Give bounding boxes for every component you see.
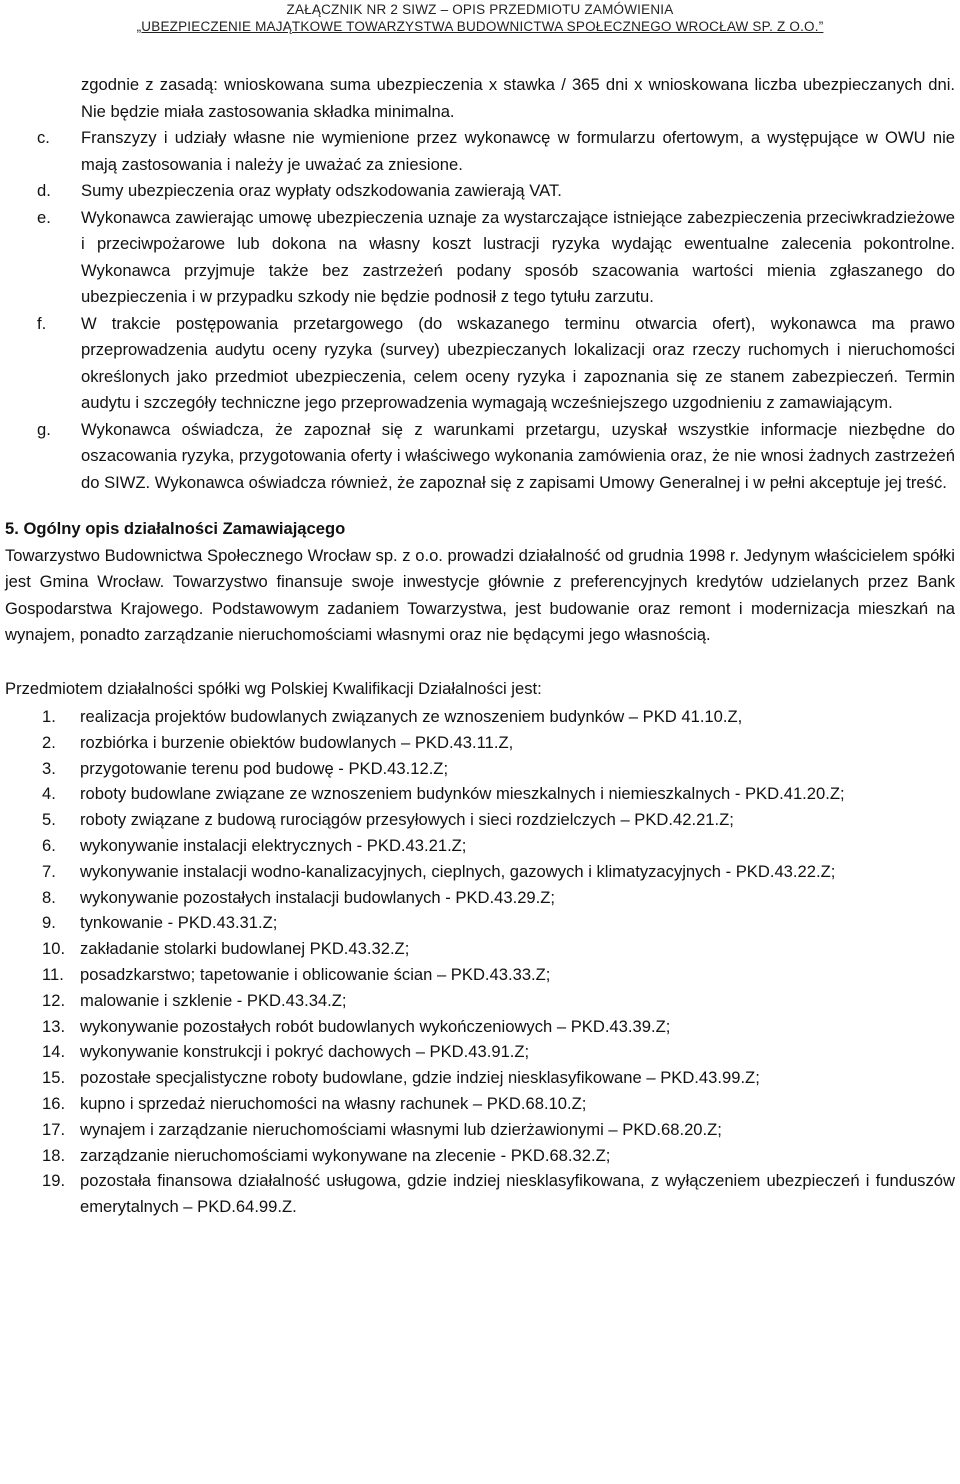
item-label: g. xyxy=(37,419,51,439)
list-text: rozbiórka i burzenie obiektów budowlanych – PKD.43.11.Z, xyxy=(80,732,514,752)
list-item xyxy=(5,885,955,911)
page-header xyxy=(0,0,960,35)
list-item xyxy=(5,781,955,807)
list-text: posadzkarstwo; tapetowanie i oblicowanie ścian – PKD.43.33.Z; xyxy=(80,964,551,984)
item-label: c. xyxy=(37,128,50,147)
list-item xyxy=(5,704,955,730)
item-text: Franszyzy i udziały własne nie wymienione przez wykonawcę w formularzu ofertowym, a występujące w OWU nie mają zastosowania i należy je uważać za zniesione. xyxy=(81,128,955,174)
list-item xyxy=(5,1065,955,1091)
list-item xyxy=(5,1014,955,1040)
list-number: 7. xyxy=(42,861,56,881)
list-text: wykonywanie instalacji elektrycznych - PKD.43.21.Z; xyxy=(80,835,467,855)
list-text: wykonywanie pozostałych instalacji budowlanych - PKD.43.29.Z; xyxy=(80,887,556,907)
list-number: 13. xyxy=(42,1016,66,1036)
list-text: pozostała finansowa działalność usługowa, gdzie indziej niesklasyfikowana, z wyłączeniem ubezpieczeń i funduszów emerytalnych – PKD.64.99.Z. xyxy=(80,1171,955,1217)
list-text: malowanie i szklenie - PKD.43.34.Z; xyxy=(80,990,347,1010)
list-text: wykonywanie pozostałych robót budowlanych wykończeniowych – PKD.43.39.Z; xyxy=(80,1016,671,1036)
list-text: roboty związane z budową rurociągów przesyłowych i sieci rozdzielczych – PKD.42.21.Z; xyxy=(80,810,734,830)
list-text: roboty budowlane związane ze wznoszeniem budynków mieszkalnych i niemieszkalnych - PKD.41.20.Z; xyxy=(80,784,845,804)
list-number: 19. xyxy=(42,1171,66,1191)
list-number: 17. xyxy=(42,1119,66,1139)
list-text: realizacja projektów budowlanych związanych ze wznoszeniem budynków – PKD 41.10.Z, xyxy=(80,707,743,726)
list-item xyxy=(5,936,955,962)
item-label: d. xyxy=(37,181,51,200)
list-item xyxy=(5,988,955,1014)
document-body xyxy=(5,72,955,1220)
list-item xyxy=(5,833,955,859)
header-line-1: ZAŁĄCZNIK NR 2 SIWZ – OPIS PRZEDMIOTU ZAMÓWIENIA xyxy=(286,2,674,17)
item-label: f. xyxy=(37,313,47,333)
section-5-paragraph: Towarzystwo Budownictwa Społecznego Wrocław sp. z o.o. prowadzi działalność od grudnia 1998 r. Jedynym właścicielem spółki jest Gmina Wrocław. Towarzystwo finansuje swoje inwestycje głównie z preferencyjnych kredytów udzielanych przez Bank Gospodarstwa Krajowego. Podstawowym zadaniem Towarzystwa, jest budowanie oraz remont i modernizacja mieszkań na wynajem, ponadto zarządzanie nieruchomościami własnymi oraz nie będącymi jego własnością. xyxy=(5,545,955,644)
item-label: e. xyxy=(37,207,51,227)
list-item xyxy=(5,1039,955,1065)
list-item-c xyxy=(5,125,955,178)
list-text: wykonywanie konstrukcji i pokryć dachowych – PKD.43.91.Z; xyxy=(80,1042,530,1062)
list-item xyxy=(5,756,955,782)
list-text: wykonywanie instalacji wodno-kanalizacyjnych, cieplnych, gazowych i klimatyzacyjnych - PKD.43.22.Z; xyxy=(80,861,836,881)
list-item xyxy=(5,962,955,988)
list-text: zarządzanie nieruchomościami wykonywane na zlecenie - PKD.68.32.Z; xyxy=(80,1145,611,1165)
list-item xyxy=(5,1117,955,1143)
item-text: Wykonawca oświadcza, że zapoznał się z warunkami przetargu, uzyskał wszystkie informacje niezbędne do oszacowania ryzyka, przygotowania oferty i właściwego wykonania zamówienia oraz, że nie wnosi żadnych zastrzeżeń do SIWZ. Wykonawca oświadcza również, że zapoznał się z zapisami Umowy Generalnej i w pełni akceptuje jej treść. xyxy=(81,419,955,492)
list-text: zakładanie stolarki budowlanej PKD.43.32.Z; xyxy=(80,939,410,959)
list-number: 1. xyxy=(42,707,56,726)
list-number: 6. xyxy=(42,835,56,855)
list-item-e xyxy=(5,205,955,311)
list-text: pozostałe specjalistyczne roboty budowlane, gdzie indziej niesklasyfikowane – PKD.43.99.Z; xyxy=(80,1068,760,1088)
list-number: 5. xyxy=(42,810,56,830)
list-number: 14. xyxy=(42,1042,66,1062)
list-text: przygotowanie terenu pod budowę - PKD.43.12.Z; xyxy=(80,758,449,778)
list-number: 11. xyxy=(42,964,64,984)
list-item xyxy=(5,1091,955,1117)
list-number: 8. xyxy=(42,887,56,907)
continuation-paragraph: zgodnie z zasadą: wnioskowana suma ubezpieczenia x stawka / 365 dni x wnioskowana liczba ubezpieczanych dni. Nie będzie miała zastosowania składka minimalna. xyxy=(81,75,955,121)
list-number: 4. xyxy=(42,784,56,804)
list-number: 9. xyxy=(42,913,56,933)
section-5-heading: 5. Ogólny opis działalności Zamawiającego xyxy=(5,519,346,538)
activity-intro: Przedmiotem działalności spółki wg Polskiej Kwalifikacji Działalności jest: xyxy=(5,678,542,698)
list-text: kupno i sprzedaż nieruchomości na własny rachunek – PKD.68.10.Z; xyxy=(80,1093,587,1113)
item-text: Wykonawca zawierając umowę ubezpieczenia uznaje za wystarczające istniejące zabezpieczenia przeciwkradzieżowe i przeciwpożarowe lub dokona na własny koszt lustracji ryzyka wydając ewentualne zalecenia pokontrolne. Wykonawca przyjmuje także bez zastrzeżeń podany sposób szacowania wartości mienia zgłaszanego do ubezpieczenia i w przypadku szkody nie będzie podnosił z tego tytułu zarzutu. xyxy=(81,207,955,306)
list-text: tynkowanie - PKD.43.31.Z; xyxy=(80,913,278,933)
list-item xyxy=(5,807,955,833)
list-number: 2. xyxy=(42,732,56,752)
list-item-f xyxy=(5,311,955,417)
list-item xyxy=(5,1168,955,1220)
list-text: wynajem i zarządzanie nieruchomościami własnymi lub dzierżawionymi – PKD.68.20.Z; xyxy=(80,1119,722,1139)
list-number: 15. xyxy=(42,1068,66,1088)
list-item xyxy=(5,730,955,756)
item-text: Sumy ubezpieczenia oraz wypłaty odszkodowania zawierają VAT. xyxy=(81,181,562,200)
list-number: 10. xyxy=(42,939,66,959)
header-line-2: „UBEZPIECZENIE MAJĄTKOWE TOWARZYSTWA BUDOWNICTWA SPOŁECZNEGO WROCŁAW SP. Z O.O.” xyxy=(136,19,824,34)
list-number: 16. xyxy=(42,1093,66,1113)
list-number: 18. xyxy=(42,1145,66,1165)
list-item xyxy=(5,910,955,936)
list-item-d xyxy=(5,178,955,205)
list-number: 12. xyxy=(42,990,66,1010)
item-text: W trakcie postępowania przetargowego (do wskazanego terminu otwarcia ofert), wykonawca ma prawo przeprowadzenia audytu oceny ryzyka (survey) ubezpieczanych lokalizacji oraz rzeczy ruchomych i nieruchomości określonych jako przedmiot ubezpieczenia, celem oceny ryzyka i zapoznania się ze stanem zabezpieczeń. Termin audytu i szczegóły techniczne jego przeprowadzenia wymagają wcześniejszego uzgodnieniu z zamawiającym. xyxy=(81,313,955,412)
list-item-g xyxy=(5,417,955,497)
list-item xyxy=(5,1143,955,1169)
pkd-activity-list xyxy=(5,704,955,1220)
list-number: 3. xyxy=(42,758,56,778)
list-item xyxy=(5,859,955,885)
